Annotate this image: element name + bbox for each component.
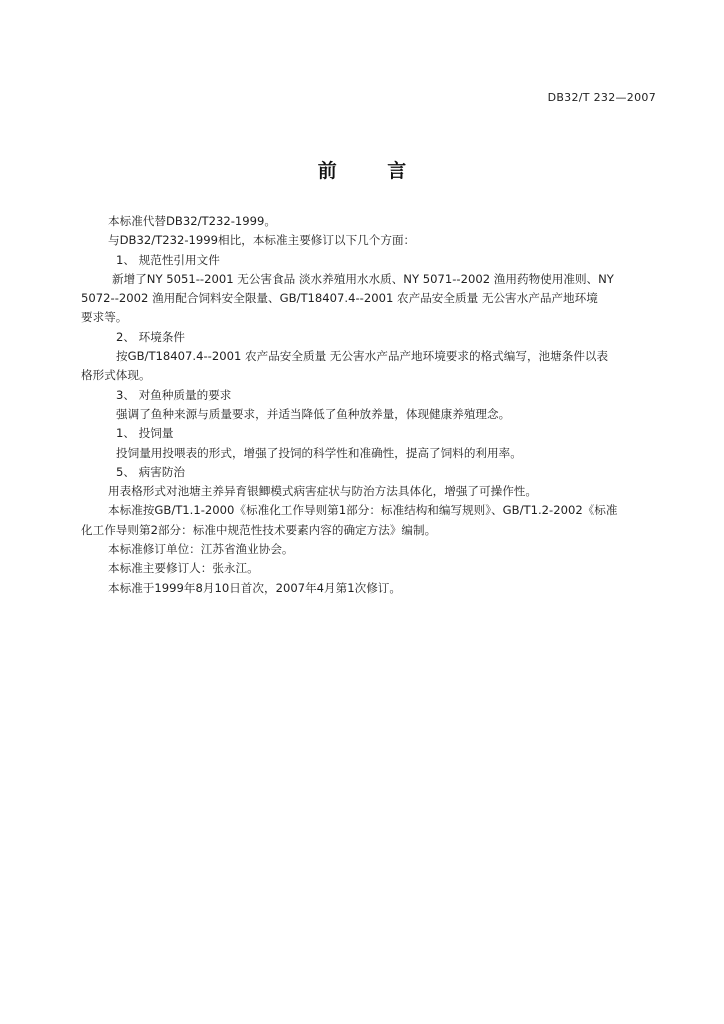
foreword-body	[81, 212, 660, 598]
paragraph-line: 化工作导则第2部分：标准中规范性技术要素内容的确定方法》编制。	[81, 522, 437, 537]
paragraph-line: 格形式体现。	[81, 368, 151, 383]
paragraph-line: 用表格形式对池塘主养异育银鲫模式病害症状与防治方法具体化，增强了可操作性。	[108, 484, 537, 499]
paragraph-line: 投饲量用投喂表的形式，增强了投饲的科学性和准确性，提高了饲料的利用率。	[116, 445, 522, 460]
document-code: DB32/T 232—2007	[547, 91, 656, 104]
paragraph-line: 本标准代替DB32/T232-1999。	[108, 214, 277, 228]
page-title: 前 言	[317, 160, 429, 182]
section-heading: 5、 病害防治	[116, 464, 186, 479]
section-heading: 1、 投饲量	[116, 426, 174, 441]
paragraph-line: 本标准主要修订人：张永江。	[108, 561, 259, 576]
paragraph-line: 本标准于1999年8月10日首次，2007年4月第1次修订。	[108, 580, 401, 595]
paragraph-line: 本标准修订单位：江苏省渔业协会。	[108, 542, 294, 557]
section-heading: 3、 对鱼种质量的要求	[116, 387, 232, 402]
paragraph-line: 强调了鱼种来源与质量要求，并适当降低了鱼种放养量，体现健康养殖理念。	[116, 406, 511, 421]
paragraph-line: 按GB/T18407.4--2001 农产品安全质量 无公害水产品产地环境要求的格式编写，池塘条件以表	[116, 349, 609, 364]
paragraph-line: 本标准按GB/T1.1-2000《标准化工作导则第1部分：标准结构和编写规则》、GB/T1.2-2002《标准	[108, 503, 618, 518]
paragraph-line: 新增了NY 5051--2001 无公害食品 淡水养殖用水水质、NY 5071--2002 渔用药物使用准则、NY	[112, 271, 614, 286]
section-heading: 2、 环境条件	[116, 329, 186, 344]
section-heading: 1、 规范性引用文件	[116, 252, 220, 267]
paragraph-line: 要求等。	[81, 310, 128, 325]
paragraph-line: 与DB32/T232-1999相比，本标准主要修订以下几个方面：	[108, 233, 416, 248]
paragraph-line: 5072--2002 渔用配合饲料安全限量、GB/T18407.4--2001 农产品安全质量 无公害水产品产地环境	[81, 291, 598, 306]
